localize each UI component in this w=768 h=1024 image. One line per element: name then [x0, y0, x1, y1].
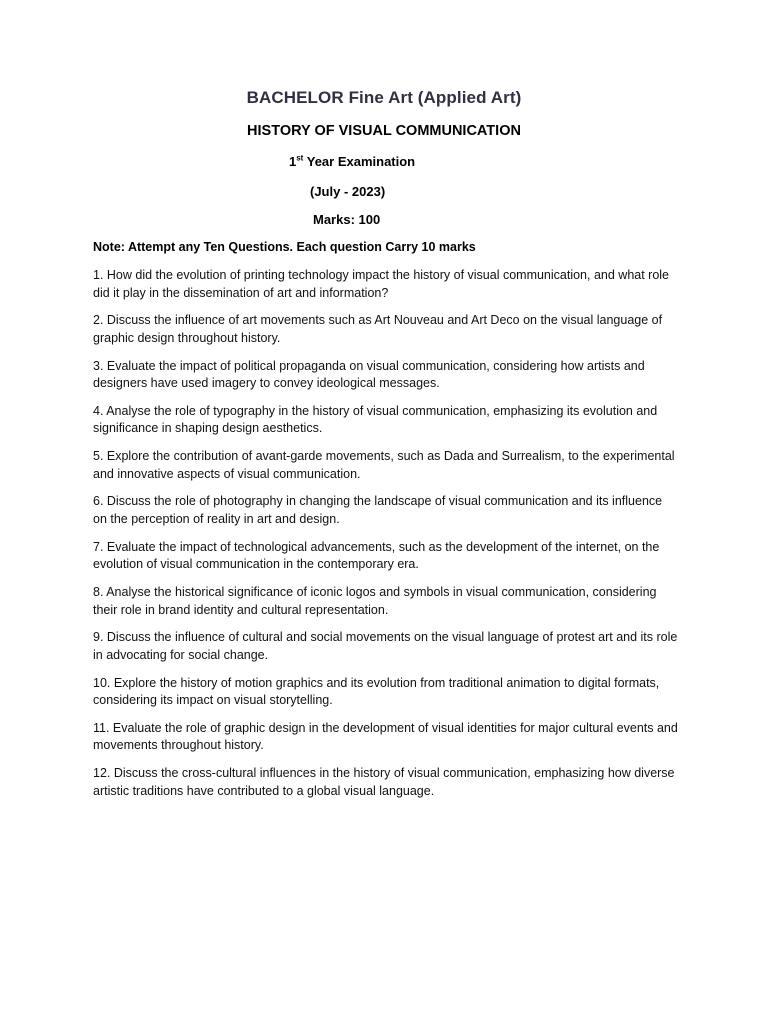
subject-title: HISTORY OF VISUAL COMMUNICATION: [247, 123, 521, 139]
question-item: 7. Evaluate the impact of technological advancements, such as the development of the internet, on the evolution of visual communication in the contemporary era.: [93, 539, 660, 572]
question-item: 11. Evaluate the role of graphic design in the development of visual identities for major cultural events and movements throughout history.: [93, 720, 678, 753]
question-item: 5. Explore the contribution of avant-garde movements, such as Dada and Surrealism, to the experimental and innovative aspects of visual communication.: [93, 449, 675, 481]
question-item: 1. How did the evolution of printing technology impact the history of visual communication, and what role did it play in the dissemination of art and information?: [93, 268, 670, 300]
year-rest: Year Examination: [303, 154, 416, 169]
question-item: 8. Analyse the historical significance of iconic logos and symbols in visual communication, considering their role in brand identity and cultural representation.: [93, 585, 657, 617]
question-item: 3. Evaluate the impact of political propaganda on visual communication, considering how artists and designers have used imagery to convey ideological messages.: [93, 358, 645, 391]
exam-year-line: [289, 154, 415, 169]
question-item: 10. Explore the history of motion graphics and its evolution from traditional animation to digital formats, considering its impact on visual storytelling.: [93, 675, 660, 708]
question-item: 6. Discuss the role of photography in changing the landscape of visual communication and its influence on the perception of reality in art and design.: [93, 494, 663, 526]
question-item: 12. Discuss the cross-cultural influences in the history of visual communication, emphasizing how diverse artistic traditions have contributed to a global visual language.: [93, 766, 675, 798]
total-marks: Marks: 100: [313, 212, 381, 227]
exam-session: (July - 2023): [310, 184, 386, 199]
program-title: BACHELOR Fine Art (Applied Art): [246, 88, 522, 107]
question-item: 9. Discuss the influence of cultural and social movements on the visual language of protest art and its role in advocating for social change.: [93, 630, 678, 662]
instructions-note: Note: Attempt any Ten Questions. Each question Carry 10 marks: [93, 240, 476, 254]
question-item: 2. Discuss the influence of art movements such as Art Nouveau and Art Deco on the visual language of graphic design throughout history.: [93, 313, 663, 345]
question-list: [93, 267, 678, 811]
question-item: 4. Analyse the role of typography in the history of visual communication, emphasizing its evolution and significance in shaping design aesthetics.: [93, 403, 658, 436]
year-suffix: st: [296, 153, 304, 163]
year-number: 1: [289, 154, 297, 169]
